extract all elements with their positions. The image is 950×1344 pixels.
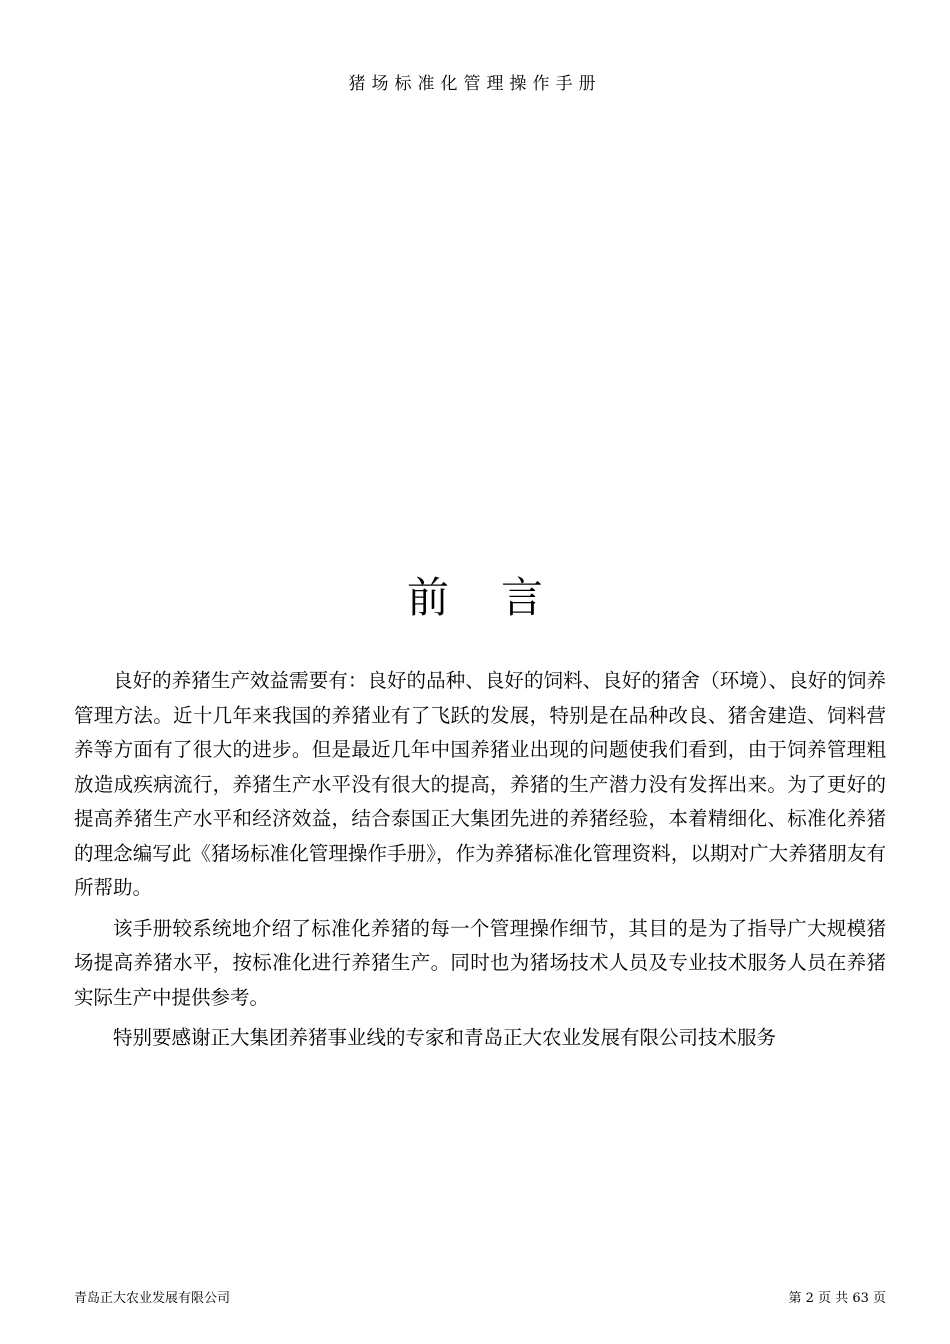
footer-company: 青岛正大农业发展有限公司 — [74, 1291, 231, 1306]
page-header: 猪场标准化管理操作手册 — [348, 74, 602, 94]
page-footer — [74, 1290, 886, 1308]
paragraph: 良好的养猪生产效益需要有：良好的品种、良好的饲料、良好的猪舍（环境）、良好的饲养管理方法。近十几年来我国的养猪业有了飞跃的发展，特别是在品种改良、猪舍建造、饲料营养等方面有了很大的进步。但是最近几年中国养猪业出现的问题使我们看到，由于饲养管理粗放造成疾病流行，养猪生产水平没有很大的提高，养猪的生产潜力没有发挥出来。为了更好的提高养猪生产水平和经济效益，结合泰国正大集团先进的养猪经验，本着精细化、标准化养猪的理念编写此《猪场标准化管理操作手册》，作为养猪标准化管理资料，以期对广大养猪朋友有所帮助。 — [74, 669, 886, 899]
footer-page-number: 第 2 页 共 63 页 — [788, 1291, 886, 1306]
paragraph: 该手册较系统地介绍了标准化养猪的每一个管理操作细节，其目的是为了指导广大规模猪场提高养猪水平，按标准化进行养猪生产。同时也为猪场技术人员及专业技术服务人员在养猪实际生产中提供参考。 — [74, 916, 886, 1009]
document-title: 前言 — [406, 573, 595, 622]
paragraph: 特别要感谢正大集团养猪事业线的专家和青岛正大农业发展有限公司技术服务 — [113, 1026, 777, 1049]
document-body — [74, 664, 886, 1062]
